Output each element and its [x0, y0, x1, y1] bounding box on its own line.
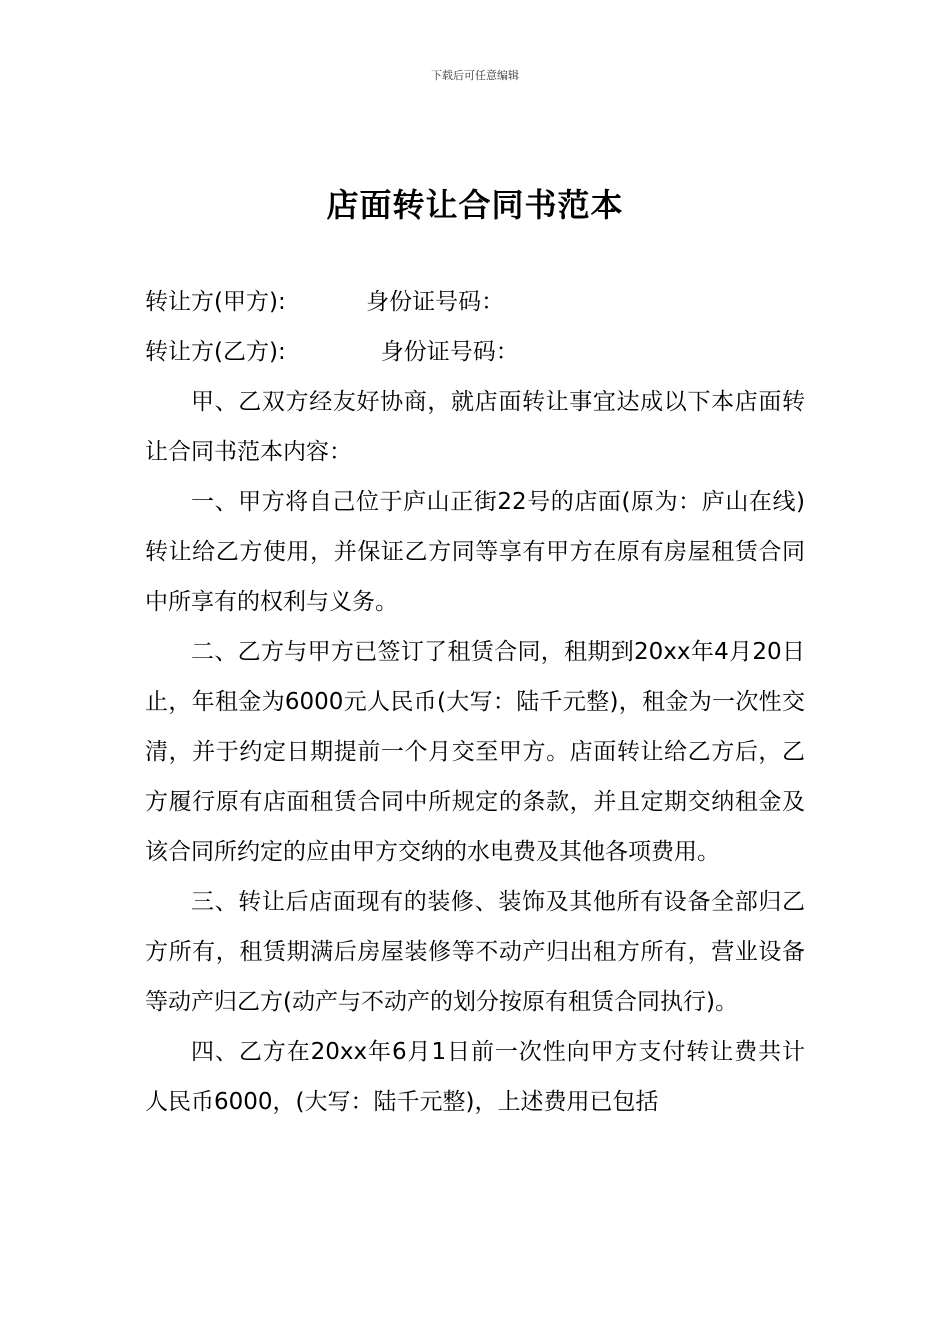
contract-body	[145, 277, 805, 1127]
clause-4-paragraph: 四、乙方在20xx年6月1日前一次性向甲方支付转让费共计人民币6000，(大写：陆千元整)，上述费用已包括	[145, 1039, 805, 1115]
party-a-line: 转让方(甲方): 身份证号码：	[145, 289, 505, 315]
header-note: 下载后可任意编辑	[431, 69, 519, 82]
intro-paragraph: 甲、乙双方经友好协商，就店面转让事宜达成以下本店面转让合同书范本内容：	[145, 389, 805, 465]
clause-1-paragraph: 一、甲方将自己位于庐山正街22号的店面(原为：庐山在线)转让给乙方使用，并保证乙方同等享有甲方在原有房屋租赁合同中所享有的权利与义务。	[145, 489, 805, 615]
party-b-line: 转让方(乙方): 身份证号码：	[145, 339, 519, 365]
document-title: 店面转让合同书范本	[326, 186, 624, 224]
clause-2-paragraph: 二、乙方与甲方已签订了租赁合同，租期到20xx年4月20日止，年租金为6000元人民币(大写：陆千元整)，租金为一次性交清，并于约定日期提前一个月交至甲方。店面转让给乙方后，乙方履行原有店面租赁合同中所规定的条款，并且定期交纳租金及该合同所约定的应由甲方交纳的水电费及其他各项费用。	[145, 639, 805, 865]
clause-3-paragraph: 三、转让后店面现有的装修、装饰及其他所有设备全部归乙方所有，租赁期满后房屋装修等不动产归出租方所有，营业设备等动产归乙方(动产与不动产的划分按原有租赁合同执行)。	[145, 889, 805, 1015]
